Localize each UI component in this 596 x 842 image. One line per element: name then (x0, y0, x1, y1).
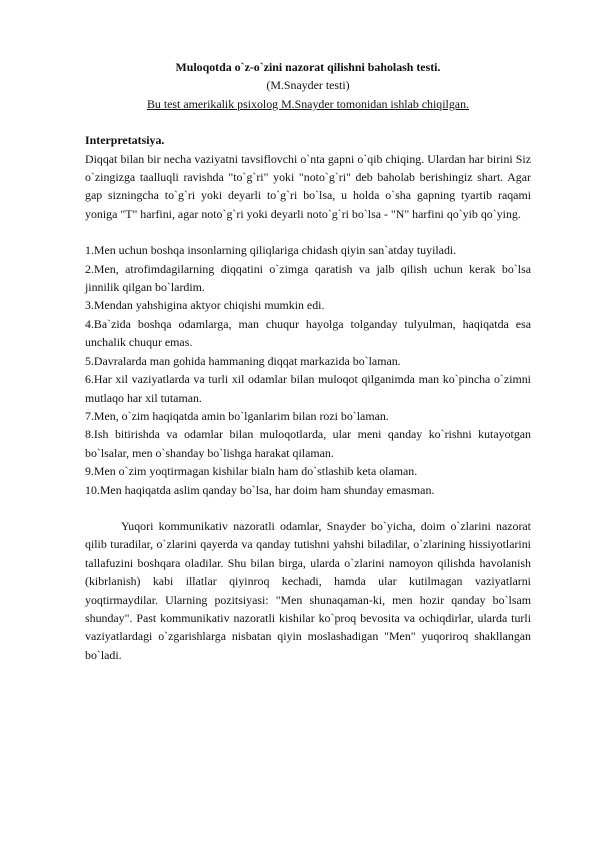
author-credit: Bu test amerikalik psixolog M.Snayder tomonidan ishlab chiqilgan. (147, 96, 469, 111)
section-heading: Interpretatsiya. (85, 133, 165, 148)
statement-item: 7.Men, o`zim haqiqatda amin bo`lganlarim bilan rozi bo`laman. (85, 408, 389, 423)
document-subtitle: (M.Snayder testi) (266, 78, 350, 93)
statement-item: 9.Men o`zim yoqtirmagan kishilar bialn ham do`stlashib keta olaman. (85, 464, 418, 479)
statement-item: 5.Davralarda man gohida hammaning diqqat markazida bo`laman. (85, 353, 401, 368)
conclusion-paragraph: Yuqori kommunikativ nazoratli odamlar, Snayder bo`yicha, doim o`zlarini nazorat qilib turadilar, o`zlarini qayerda va qanday tutishni yahshi biladilar, o`zlarining hissiyotlarini tallafuzini boshqara oladilar. Shu bilan birga, ularda o`zlarini namoyon qilishda havolanish (kibrlanish) kabi illatlar qiyinroq kechadi, hamda ular kutilmagan vaziyatlarni yoqtirmaydilar. Ularning pozitsiyasi: "Men shunaqaman-ki, men hozir qanday bo`lsam shunday". Past kommunikativ nazoratli kishilar ko`proq bevosita va ochiqdirlar, ularda turli vaziyatlardagi o`zgarishlarga nisbatan qiyin moslashadigan "Men" yuqoriroq shakllangan bo`ladi. (85, 518, 531, 662)
statement-item: 8.Ish bitirishda va odamlar bilan muloqotlarda, ular meni qanday ko`rishni kutayotgan bo`lsalar, men o`shanday bo`lishga harakat qilaman. (85, 427, 531, 460)
statement-list (85, 241, 531, 499)
statement-item: 3.Mendan yahshigina aktyor chiqishi mumkin edi. (85, 298, 325, 313)
document-page (85, 58, 531, 664)
statement-item: 2.Men, atrofimdagilarning diqqatini o`zimga qaratish va jalb qilish uchun kerak bo`lsa jinnilik qilgan bo`lardim. (85, 261, 531, 295)
instructions-paragraph: Diqqat bilan bir necha vaziyatni tavsiflovchi o`nta gapni o`qib chiqing. Ulardan har birini Siz o`zingizga taalluqli ravishda "to`g`ri" yoki "noto`g`ri" deb baholab berishingiz shart. Agar gap sizningcha to`g`ri yoki deyarli to`g`ri bo`lsa, u holda o`sha gapning tyartib raqami yoniga "T" harfini, agar noto`g`ri yoki deyarli noto`g`ri bo`lsa - "N" harfini qo`yib qo`ying. (85, 151, 531, 221)
statement-item: 4.Ba`zida boshqa odamlarga, man chuqur hayolga tolganday tulyulman, haqiqatda esa unchalik chuqur emas. (85, 316, 531, 350)
statement-item: 10.Men haqiqatda aslim qanday bo`lsa, har doim ham shunday emasman. (85, 482, 435, 497)
document-title: Muloqotda o`z-o`zini nazorat qilishni baholash testi. (175, 60, 441, 74)
statement-item: 6.Har xil vaziyatlarda va turli xil odamlar bilan muloqot qilganimda man ko`pincha o`zimni mutlaqo har xil tutaman. (85, 372, 531, 405)
statement-item: 1.Men uchun boshqa insonlarning qiliqlariga chidash qiyin san`atday tuyiladi. (85, 243, 457, 258)
